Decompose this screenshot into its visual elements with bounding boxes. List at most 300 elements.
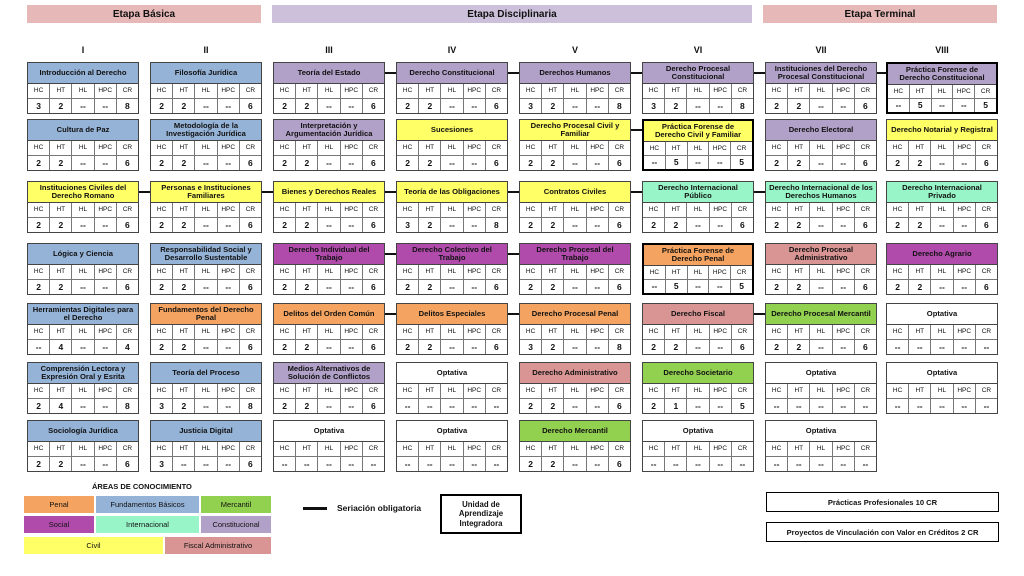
course-value-cell: -- (810, 340, 832, 355)
course-card (150, 420, 262, 472)
course-values-row (274, 218, 384, 233)
seriacion-link (754, 72, 765, 74)
course-header-row (766, 141, 876, 156)
course-header-cell: CR (117, 141, 138, 156)
course-header-row (397, 325, 507, 340)
course-card (519, 62, 631, 114)
course-value-cell: -- (95, 156, 117, 171)
course-value-cell: 6 (371, 157, 376, 168)
course-value-cell: -- (72, 218, 94, 233)
course-value-cell: 6 (984, 157, 989, 168)
course-value-cell: 3 (520, 99, 542, 114)
course-header-row (644, 142, 752, 156)
course-header-cell: HC (887, 265, 909, 280)
course-card (886, 243, 998, 295)
course-header-row (520, 325, 630, 340)
course-header-cell: CR (363, 265, 384, 280)
course-value-cell: 2 (397, 280, 419, 295)
course-value-cell: 6 (248, 281, 253, 292)
course-card (765, 119, 877, 171)
course-header-cell: HPC (464, 265, 486, 280)
course-value-cell: 5 (983, 100, 988, 111)
course-header-cell: HT (665, 384, 687, 399)
course-values-row (888, 99, 996, 113)
course-value-cell: 6 (248, 100, 253, 111)
course-header-cell: HL (564, 442, 586, 457)
course-header-cell: HC (520, 265, 542, 280)
course-card (273, 181, 385, 233)
course-header-cell: HL (195, 203, 217, 218)
course-values-row (28, 399, 138, 414)
course-header-cell: HPC (587, 325, 609, 340)
course-value-cell: 6 (494, 281, 499, 292)
course-value-cell: -- (95, 218, 117, 233)
course-values-row (274, 156, 384, 171)
course-title: Derecho Procesal Mercantil (766, 304, 876, 325)
course-header-row (151, 84, 261, 99)
course-value-cell: 8 (740, 100, 745, 111)
course-header-cell: HT (50, 325, 72, 340)
course-title: Derecho Procesal Civil y Familiar (520, 120, 630, 141)
course-value-cell: -- (710, 218, 732, 233)
course-value-cell: 2 (643, 340, 665, 355)
course-header-row (274, 442, 384, 457)
course-header-cell: HL (931, 203, 953, 218)
uai-legend-box: Unidad de Aprendizaje Integradora (440, 494, 522, 534)
course-values-row (274, 280, 384, 295)
course-card (150, 119, 262, 171)
course-card (273, 243, 385, 295)
course-header-cell: HC (151, 384, 173, 399)
course-value-cell: 6 (248, 458, 253, 469)
course-header-cell: HC (397, 384, 419, 399)
course-title: Derecho Procesal del Trabajo (520, 244, 630, 265)
seriacion-link (385, 191, 396, 193)
stage-basica: Etapa Básica (27, 5, 261, 23)
course-header-cell: HC (274, 84, 296, 99)
course-header-cell: HL (810, 384, 832, 399)
course-values-row (766, 99, 876, 114)
course-value-cell: -- (587, 457, 609, 472)
course-value-cell: -- (888, 99, 910, 113)
course-value-cell: -- (195, 457, 217, 472)
course-title: Teoría del Estado (274, 63, 384, 84)
course-value-cell: 2 (419, 156, 441, 171)
course-value-cell: -- (441, 399, 463, 414)
course-header-cell: HT (296, 265, 318, 280)
course-header-cell: CR (976, 141, 997, 156)
course-header-cell: CR (855, 325, 876, 340)
course-header-row (151, 384, 261, 399)
seriacion-link (508, 313, 519, 315)
course-card (642, 362, 754, 414)
course-header-cell: HL (688, 266, 710, 280)
course-value-cell: -- (341, 280, 363, 295)
course-value-cell: 2 (909, 280, 931, 295)
semester-label: I (81, 45, 85, 55)
course-value-cell: -- (218, 340, 240, 355)
course-header-cell: CR (486, 384, 507, 399)
course-header-cell: HT (665, 442, 687, 457)
course-header-cell: HL (687, 203, 709, 218)
course-title: Optativa (274, 421, 384, 442)
course-header-cell: HC (887, 203, 909, 218)
course-header-row (28, 325, 138, 340)
course-header-cell: HL (931, 384, 953, 399)
course-value-cell: 6 (984, 281, 989, 292)
course-value-cell: -- (687, 99, 709, 114)
course-header-cell: HT (788, 141, 810, 156)
course-value-cell: 8 (617, 100, 622, 111)
course-value-cell: -- (218, 399, 240, 414)
course-header-cell: HPC (218, 203, 240, 218)
course-values-row (520, 280, 630, 295)
course-header-cell: HPC (218, 384, 240, 399)
course-value-cell: 3 (28, 99, 50, 114)
course-header-cell: HT (665, 325, 687, 340)
course-value-cell: 2 (542, 340, 564, 355)
course-value-cell: -- (95, 457, 117, 472)
course-value-cell: -- (95, 340, 117, 355)
course-header-cell: HL (931, 325, 953, 340)
course-header-cell: HC (274, 325, 296, 340)
course-card (150, 243, 262, 295)
course-value-cell: 5 (739, 157, 744, 168)
course-header-cell: HL (72, 265, 94, 280)
course-card (642, 119, 754, 171)
course-value-cell: 2 (274, 218, 296, 233)
course-header-row (643, 84, 753, 99)
course-value-cell: 8 (248, 400, 253, 411)
course-header-cell: HPC (710, 325, 732, 340)
course-value-cell: -- (931, 280, 953, 295)
course-header-cell: CR (240, 84, 261, 99)
course-value-cell: 6 (863, 157, 868, 168)
course-value-cell: -- (464, 99, 486, 114)
course-title: Derechos Humanos (520, 63, 630, 84)
course-header-cell: HPC (587, 442, 609, 457)
course-values-row (151, 218, 261, 233)
course-header-cell: HT (173, 384, 195, 399)
course-title: Comprensión Lectora y Expresión Oral y Esrita (28, 363, 138, 384)
course-value-cell: 6 (125, 219, 130, 230)
course-value-cell: 2 (274, 399, 296, 414)
course-value-cell: -- (318, 280, 340, 295)
course-values-row (887, 280, 997, 295)
course-header-cell: HL (195, 325, 217, 340)
course-value-cell: 2 (28, 399, 50, 414)
course-header-row (274, 325, 384, 340)
course-value-cell: 2 (643, 399, 665, 414)
course-value-cell: -- (464, 218, 486, 233)
course-header-cell: HT (419, 384, 441, 399)
course-value-cell: -- (983, 400, 990, 411)
course-header-cell: HC (274, 141, 296, 156)
course-header-cell: HC (887, 384, 909, 399)
course-value-cell: -- (370, 458, 377, 469)
course-header-cell: HC (644, 142, 666, 156)
course-header-cell: HPC (95, 141, 117, 156)
course-header-cell: HC (28, 325, 50, 340)
course-header-cell: CR (486, 203, 507, 218)
course-value-cell: -- (587, 340, 609, 355)
course-header-cell: HPC (587, 141, 609, 156)
course-value-cell: 3 (643, 99, 665, 114)
course-header-cell: HL (195, 442, 217, 457)
course-header-row (397, 384, 507, 399)
course-value-cell: -- (95, 399, 117, 414)
legend-civil: Civil (24, 537, 163, 554)
course-value-cell: -- (195, 280, 217, 295)
course-value-cell: 5 (666, 156, 688, 170)
course-value-cell: 2 (296, 156, 318, 171)
course-header-cell: HC (274, 384, 296, 399)
course-header-row (28, 442, 138, 457)
course-value-cell: -- (318, 99, 340, 114)
course-header-cell: HL (687, 84, 709, 99)
course-header-cell: HT (542, 141, 564, 156)
course-header-cell: HT (296, 384, 318, 399)
course-header-cell: HL (564, 84, 586, 99)
course-value-cell: 2 (151, 156, 173, 171)
course-header-cell: HT (909, 384, 931, 399)
course-header-cell: HC (520, 384, 542, 399)
course-header-cell: HPC (709, 142, 731, 156)
course-value-cell: -- (709, 156, 731, 170)
course-value-cell: -- (931, 399, 953, 414)
course-header-cell: HC (28, 442, 50, 457)
course-value-cell: 2 (520, 156, 542, 171)
course-values-row (520, 156, 630, 171)
course-header-cell: CR (486, 325, 507, 340)
course-value-cell: 6 (494, 100, 499, 111)
course-header-cell: CR (240, 141, 261, 156)
course-title: Sociología Jurídica (28, 421, 138, 442)
course-header-cell: HC (397, 265, 419, 280)
course-title: Optativa (766, 421, 876, 442)
seriacion-legend (303, 503, 421, 513)
course-value-cell: -- (931, 340, 953, 355)
course-values-row (887, 399, 997, 414)
course-value-cell: -- (931, 218, 953, 233)
course-header-row (397, 84, 507, 99)
course-values-row (887, 218, 997, 233)
course-header-cell: HPC (833, 384, 855, 399)
course-header-cell: HT (788, 265, 810, 280)
course-card (27, 362, 139, 414)
course-value-cell: 2 (520, 218, 542, 233)
course-value-cell: -- (195, 399, 217, 414)
course-values-row (274, 340, 384, 355)
course-value-cell: -- (195, 340, 217, 355)
course-header-cell: CR (609, 84, 630, 99)
course-header-cell: HC (397, 141, 419, 156)
course-value-cell: 6 (494, 157, 499, 168)
legend-title: ÁREAS DE CONOCIMIENTO (92, 482, 192, 491)
course-value-cell: 2 (397, 156, 419, 171)
course-value-cell: 6 (125, 157, 130, 168)
course-header-cell: HT (909, 203, 931, 218)
course-title: Derecho Notarial y Registral (887, 120, 997, 141)
course-header-row (643, 442, 753, 457)
course-title: Introducción al Derecho (28, 63, 138, 84)
course-value-cell: -- (833, 99, 855, 114)
course-value-cell: -- (710, 99, 732, 114)
course-title: Contratos Civiles (520, 182, 630, 203)
course-header-cell: CR (117, 84, 138, 99)
course-header-cell: CR (732, 325, 753, 340)
course-value-cell: -- (464, 156, 486, 171)
course-header-cell: HC (643, 442, 665, 457)
course-value-cell: 6 (740, 219, 745, 230)
course-header-cell: HPC (464, 203, 486, 218)
course-header-row (520, 203, 630, 218)
course-title: Cultura de Paz (28, 120, 138, 141)
course-value-cell: 5 (910, 99, 932, 113)
course-value-cell: -- (72, 399, 94, 414)
course-header-row (151, 265, 261, 280)
course-header-cell: HC (28, 84, 50, 99)
semester-label: VIII (935, 45, 949, 55)
course-value-cell: -- (710, 399, 732, 414)
course-card (886, 362, 998, 414)
course-header-cell: CR (486, 442, 507, 457)
seriacion-link (631, 72, 642, 74)
course-value-cell: 2 (542, 156, 564, 171)
course-value-cell: 8 (617, 341, 622, 352)
seriacion-link (139, 191, 150, 193)
course-header-cell: HL (318, 384, 340, 399)
course-title: Teoría del Proceso (151, 363, 261, 384)
course-header-cell: HL (195, 265, 217, 280)
course-values-row (766, 218, 876, 233)
course-value-cell: 6 (740, 341, 745, 352)
course-header-cell: CR (486, 265, 507, 280)
course-value-cell: 2 (397, 340, 419, 355)
course-title: Responsabilidad Social y Desarrollo Sustentable (151, 244, 261, 265)
course-header-cell: HPC (587, 203, 609, 218)
course-value-cell: -- (909, 399, 931, 414)
course-header-row (520, 141, 630, 156)
course-title: Derecho Administrativo (520, 363, 630, 384)
course-header-cell: HT (173, 84, 195, 99)
course-header-cell: HT (173, 141, 195, 156)
course-value-cell: 6 (371, 219, 376, 230)
stage-disciplinaria: Etapa Disciplinaria (272, 5, 752, 23)
course-value-cell: -- (564, 99, 586, 114)
course-header-cell: HT (50, 442, 72, 457)
course-header-cell: HPC (341, 141, 363, 156)
course-card (273, 62, 385, 114)
course-value-cell: -- (195, 218, 217, 233)
course-value-cell: -- (564, 457, 586, 472)
course-header-row (520, 442, 630, 457)
course-value-cell: -- (833, 457, 855, 472)
course-card (273, 119, 385, 171)
course-value-cell: -- (28, 340, 50, 355)
seriacion-link (385, 313, 396, 315)
course-value-cell: -- (833, 218, 855, 233)
course-value-cell: -- (862, 400, 869, 411)
course-value-cell: -- (953, 99, 975, 113)
course-header-cell: HL (564, 265, 586, 280)
course-title: Interpretación y Argumentación Jurídica (274, 120, 384, 141)
course-header-cell: HL (72, 325, 94, 340)
course-card (150, 62, 262, 114)
course-card (886, 181, 998, 233)
course-title: Derecho Individual del Trabajo (274, 244, 384, 265)
course-value-cell: -- (441, 156, 463, 171)
course-value-cell: 2 (665, 340, 687, 355)
course-value-cell: 2 (788, 340, 810, 355)
course-header-cell: HC (766, 442, 788, 457)
course-header-cell: HT (296, 325, 318, 340)
course-value-cell: -- (564, 280, 586, 295)
course-value-cell: 3 (151, 399, 173, 414)
course-value-cell: -- (810, 399, 832, 414)
course-value-cell: -- (464, 399, 486, 414)
course-value-cell: -- (587, 399, 609, 414)
course-value-cell: -- (218, 280, 240, 295)
course-value-cell: -- (833, 399, 855, 414)
course-values-row (397, 340, 507, 355)
course-card (273, 303, 385, 355)
course-value-cell: -- (397, 399, 419, 414)
course-header-cell: HT (419, 141, 441, 156)
course-header-cell: HL (72, 442, 94, 457)
course-header-cell: HL (318, 84, 340, 99)
course-value-cell: -- (710, 340, 732, 355)
course-header-cell: CR (486, 84, 507, 99)
course-value-cell: 2 (151, 218, 173, 233)
course-values-row (397, 399, 507, 414)
course-title: Optativa (887, 304, 997, 325)
course-value-cell: 2 (296, 218, 318, 233)
course-header-cell: HC (397, 203, 419, 218)
course-value-cell: 2 (788, 156, 810, 171)
course-value-cell: 6 (617, 157, 622, 168)
course-title: Derecho Procesal Constitucional (643, 63, 753, 84)
course-header-cell: HT (666, 266, 688, 280)
course-header-cell: HT (542, 325, 564, 340)
course-header-cell: CR (609, 325, 630, 340)
course-header-cell: HL (72, 141, 94, 156)
course-header-cell: HL (441, 325, 463, 340)
course-header-cell: CR (363, 203, 384, 218)
course-value-cell: 2 (419, 99, 441, 114)
course-card (150, 362, 262, 414)
course-header-cell: HT (788, 442, 810, 457)
course-header-cell: HPC (464, 141, 486, 156)
seriacion-link (385, 72, 396, 74)
course-card (519, 181, 631, 233)
course-header-row (274, 265, 384, 280)
course-header-cell: HPC (218, 84, 240, 99)
course-title: Teoría de las Obligaciones (397, 182, 507, 203)
course-title: Derecho Fiscal (643, 304, 753, 325)
course-header-row (766, 384, 876, 399)
course-title: Instituciones del Derecho Procesal Constitucional (766, 63, 876, 84)
course-header-cell: HC (643, 325, 665, 340)
course-value-cell: 6 (371, 281, 376, 292)
course-header-cell: HT (173, 265, 195, 280)
course-header-cell: HT (909, 141, 931, 156)
course-title: Práctica Forense de Derecho Constitucional (888, 64, 996, 85)
course-header-cell: HPC (95, 265, 117, 280)
course-header-cell: HPC (95, 384, 117, 399)
course-card (273, 362, 385, 414)
course-value-cell: 2 (766, 156, 788, 171)
